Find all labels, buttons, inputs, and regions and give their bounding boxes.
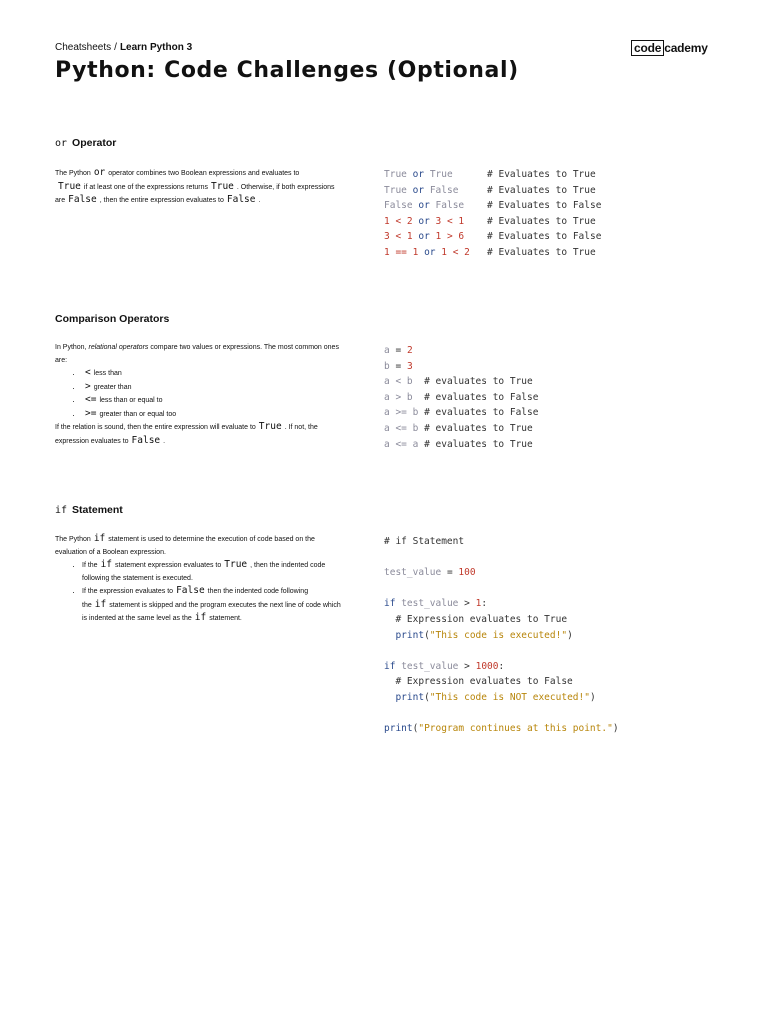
code-comment: # evaluates to False	[424, 407, 539, 419]
code-line	[384, 229, 601, 245]
code-var: a	[384, 345, 390, 356]
code-line	[384, 214, 601, 230]
desc-text: operator combines two Boolean expressions and evaluates to	[108, 170, 300, 177]
section-title-or-operator	[55, 137, 116, 149]
code-op: =	[395, 345, 402, 356]
inline-code: True	[211, 180, 234, 192]
code-op: or	[418, 215, 430, 227]
code-line: print("This code is executed!")	[395, 629, 573, 641]
code-line	[384, 421, 538, 437]
code-comment: # evaluates to True	[424, 438, 533, 450]
inline-code: False	[131, 434, 161, 446]
code-string: "This code is NOT executed!"	[429, 691, 590, 703]
code-line	[384, 359, 538, 375]
desc-text: less than	[93, 370, 122, 377]
code-expr: a > b	[384, 391, 413, 403]
code-var: test_value	[384, 567, 442, 579]
desc-text: The Python	[55, 536, 91, 543]
desc-text: . Otherwise, if both expressions are	[55, 183, 335, 204]
code-right: 3 < 1	[435, 215, 465, 227]
page-title: Python: Code Challenges (Optional)	[55, 58, 519, 83]
inline-code: if	[94, 598, 107, 610]
desc-text: compare two values or expressions. The most common ones are:	[55, 344, 339, 364]
code-comment: # Expression evaluates to False	[395, 676, 573, 688]
code-comment: # Evaluates to True	[487, 169, 596, 180]
code-blank-line	[384, 550, 619, 566]
comparison-code-block	[384, 343, 538, 452]
code-right: False	[429, 184, 459, 196]
code-string: "Program continues at this point."	[418, 723, 613, 735]
logo-code-part: code	[631, 40, 664, 56]
code-line	[384, 198, 601, 214]
desc-text: less than or equal to	[99, 397, 163, 404]
code-line	[384, 565, 619, 581]
code-right: 1 > 6	[435, 231, 465, 243]
code-line	[384, 596, 619, 612]
code-left: True	[384, 169, 407, 180]
code-expr: a <= b	[384, 422, 419, 434]
desc-text: greater than or equal too	[99, 410, 177, 418]
code-number: 100	[458, 567, 476, 579]
code-line	[384, 659, 619, 675]
code-line	[384, 612, 619, 628]
code-function: print	[384, 723, 413, 735]
desc-text: .	[163, 437, 166, 445]
code-keyword: if	[384, 660, 396, 672]
code-comment: # if Statement	[384, 536, 465, 547]
code-keyword: if	[384, 598, 396, 610]
inline-code: >	[85, 380, 91, 392]
code-op: >	[464, 598, 470, 610]
desc-text: . If not, the expression evaluates to	[55, 424, 318, 445]
code-op: or	[418, 200, 430, 212]
code-op: =	[446, 567, 453, 579]
desc-text: statement expression evaluates to	[115, 562, 222, 569]
inline-code: >=	[85, 407, 97, 419]
desc-text: , then the entire expression evaluates to	[99, 197, 224, 204]
code-comment: # Evaluates to False	[487, 231, 602, 243]
or-operator-description	[55, 167, 347, 208]
section-title-code: or	[55, 138, 68, 149]
code-line: print("Program continues at this point.")	[384, 723, 619, 735]
code-blank-line	[384, 706, 619, 722]
code-comment: # Expression evaluates to True	[395, 613, 568, 625]
code-op: or	[412, 169, 425, 180]
inline-code: False	[226, 194, 256, 205]
desc-text: then the indented code following the	[82, 588, 309, 609]
list-item	[82, 585, 347, 626]
code-var: test_value	[401, 598, 459, 610]
code-op: >	[464, 660, 470, 672]
code-comment: # Evaluates to True	[487, 246, 596, 258]
code-right: 1 < 2	[441, 246, 470, 258]
inline-code: False	[176, 585, 205, 596]
code-number: 3	[406, 360, 413, 372]
desc-text: In Python,	[55, 344, 87, 351]
desc-text: statement is used to determine the execution of code based on the evaluation of a Boolean expression.	[55, 536, 315, 556]
section-title-if-statement	[55, 504, 123, 516]
code-function: print	[395, 629, 425, 641]
code-line	[384, 437, 538, 453]
code-line	[384, 534, 619, 550]
or-operator-code-block	[384, 167, 601, 261]
inline-code: False	[68, 194, 97, 205]
code-op: =	[395, 360, 402, 372]
inline-code: if	[100, 559, 113, 570]
list-item	[82, 381, 347, 395]
comparison-operator-list	[55, 367, 347, 421]
comparison-intro	[55, 342, 347, 367]
code-function: print	[395, 691, 425, 703]
code-var: b	[384, 360, 390, 372]
desc-text: if at least one of the expressions returns	[83, 183, 209, 191]
code-expr: a >= b	[384, 407, 419, 419]
desc-text: statement is skipped and the program executes the next line of code which is indented at the same level as the	[82, 601, 341, 622]
code-right: True	[429, 169, 453, 180]
code-left: 1 == 1	[384, 246, 419, 258]
if-rules-list	[55, 559, 347, 626]
desc-text: If the expression evaluates to	[82, 588, 174, 595]
code-op: or	[418, 231, 430, 243]
inline-code: <	[85, 367, 91, 378]
code-line	[384, 183, 601, 199]
comparison-outro	[55, 421, 347, 448]
code-comment: # Evaluates to True	[487, 184, 596, 196]
list-item	[82, 367, 347, 381]
code-line	[384, 167, 601, 183]
code-line	[384, 245, 601, 261]
desc-text: The Python	[55, 170, 91, 177]
code-left: 3 < 1	[384, 231, 413, 243]
inline-code: True	[224, 559, 248, 570]
inline-code: <=	[85, 394, 97, 405]
section-title-comparison-operators: Comparison Operators	[55, 313, 170, 325]
desc-text: , then the indented code following the statement is executed.	[82, 562, 326, 582]
list-item	[82, 408, 347, 422]
desc-text: If the	[82, 562, 98, 569]
code-number: 2	[406, 345, 413, 356]
code-right: False	[435, 200, 465, 212]
desc-text: If the relation is sound, then the entire expression will evaluate to	[55, 424, 256, 431]
code-line: print("This code is NOT executed!")	[395, 691, 596, 703]
code-expr: a <= a	[384, 438, 419, 450]
inline-code: if	[93, 533, 106, 544]
list-item	[82, 394, 347, 408]
breadcrumb	[55, 42, 192, 53]
code-comment: # Evaluates to True	[487, 215, 596, 227]
code-blank-line	[384, 581, 619, 597]
inline-code: or	[93, 167, 106, 178]
breadcrumb-current[interactable]: Learn Python 3	[119, 42, 193, 53]
code-left: False	[384, 200, 413, 212]
inline-code: if	[194, 612, 207, 623]
code-comment: # Evaluates to False	[487, 200, 602, 212]
desc-text: .	[258, 197, 261, 204]
code-comment: # evaluates to True	[424, 376, 533, 388]
desc-text: greater than	[93, 383, 132, 391]
code-expr: a < b	[384, 376, 413, 388]
code-line	[384, 674, 619, 690]
list-item	[82, 559, 347, 585]
section-title-text: Operator	[72, 137, 117, 149]
inline-code: True	[58, 180, 81, 192]
desc-emphasis: relational operators	[88, 344, 149, 351]
desc-text: statement.	[209, 615, 242, 622]
code-blank-line	[384, 643, 619, 659]
inline-code: True	[258, 421, 282, 432]
code-comment: # evaluates to True	[424, 422, 533, 434]
code-line	[384, 343, 538, 359]
if-intro	[55, 533, 347, 559]
code-var: test_value	[401, 660, 459, 672]
code-colon: :	[481, 598, 488, 610]
codecademy-logo[interactable]	[631, 41, 708, 55]
logo-cademy-part: cademy	[664, 41, 708, 55]
section-title-text: Statement	[72, 504, 123, 516]
breadcrumb-root-link[interactable]: Cheatsheets	[55, 42, 112, 53]
breadcrumb-separator: /	[114, 42, 117, 53]
code-comment: # evaluates to False	[424, 391, 539, 403]
code-line	[384, 390, 538, 406]
if-statement-description	[55, 533, 347, 626]
if-statement-code-block	[384, 534, 619, 737]
code-line	[384, 405, 538, 421]
code-left: True	[384, 184, 407, 196]
code-number: 1000	[475, 660, 499, 672]
code-op: or	[412, 184, 425, 196]
code-string: "This code is executed!"	[429, 629, 568, 641]
code-colon: :	[498, 660, 505, 672]
code-line	[384, 374, 538, 390]
comparison-description	[55, 342, 347, 448]
code-number: 1	[475, 598, 482, 610]
section-title-code: if	[55, 505, 68, 516]
code-left: 1 < 2	[384, 215, 413, 227]
code-op: or	[424, 246, 436, 258]
